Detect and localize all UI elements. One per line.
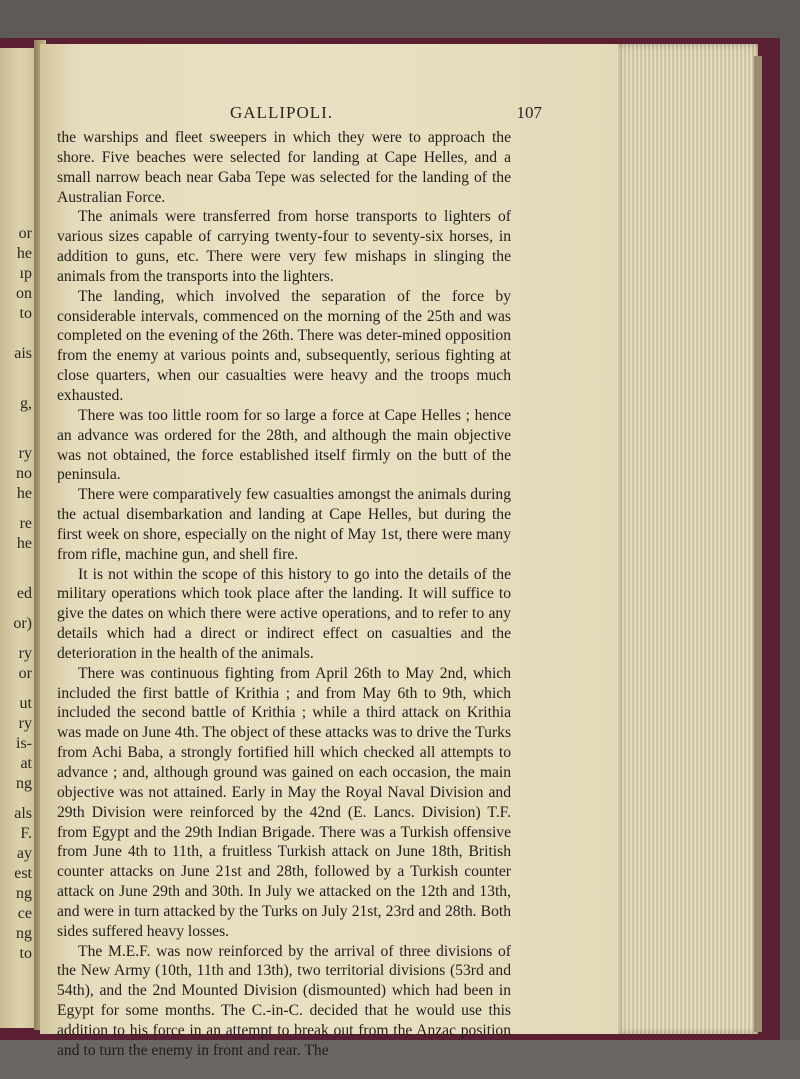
body-text bbox=[57, 128, 511, 1061]
facing-page-edge bbox=[0, 48, 34, 1028]
facing-page-fragment: ce bbox=[17, 905, 32, 922]
facing-page-fragment: ay bbox=[16, 845, 32, 862]
facing-page-fragment: ry bbox=[18, 645, 32, 662]
facing-page-fragment: or bbox=[18, 665, 32, 682]
facing-page-fragment: is- bbox=[16, 735, 32, 752]
running-header bbox=[90, 103, 542, 125]
facing-page-fragment: g, bbox=[20, 395, 32, 412]
paragraph: the warships and fleet sweepers in which they were to approach the shore. Five beaches were selected for landing at Cape Helles, and a small narrow beach near Gaba Tepe was selected for the landing of the Australian Force. bbox=[57, 129, 511, 206]
facing-page-fragment: ry bbox=[18, 715, 32, 732]
facing-page-fragment: he bbox=[16, 485, 32, 502]
facing-page-fragment: ng bbox=[16, 775, 32, 792]
facing-page-fragment: re bbox=[19, 515, 32, 532]
facing-page-fragment: at bbox=[20, 755, 32, 772]
facing-page-fragment: ng bbox=[16, 925, 32, 942]
facing-page-fragment: ry bbox=[18, 445, 32, 462]
paragraph: The animals were transferred from horse transports to lighters of various sizes capable of carrying twenty-four to seventy-six horses, in addition to guns, etc. There were very few mishaps in slinging the animals from the transports into the lighters. bbox=[57, 208, 511, 285]
paragraph: There was too little room for so large a force at Cape Helles ; hence an advance was ordered for the 28th, and although the main objective was not obtained, the force established itself firmly on the butt of the peninsula. bbox=[57, 406, 511, 484]
facing-page-fragment: ut bbox=[19, 695, 32, 712]
facing-page-fragment: ais bbox=[14, 345, 32, 362]
facing-page-fragment: ed bbox=[16, 585, 32, 602]
facing-page-fragment: est bbox=[14, 865, 32, 882]
facing-page-fragment: ng bbox=[16, 885, 32, 902]
paragraph: There was continuous fighting from April 26th to May 2nd, which included the first battle of Krithia ; and from May 6th to 9th, which included the second battle of Krithia ; while a third attack on Krithia was made on June 4th. The object of these attacks was to drive the Turks from Achi Baba, a strongly fortified hill which checked all attempts to advance ; and, although ground was gained on each occasion, the main objective was not attained. Early in May the Royal Naval Division and 29th Division were reinforced by the 42nd (E. Lancs. Division) T.F. from Egypt and the 29th Indian Brigade. There was a Turkish offensive from June 4th to 11th, a fruitless Turkish attack on June 18th, British counter attacks on June 21st and 28th, followed by a Turkish counter attack on June 29th and 30th. In July we attacked on the 12th and 13th, and were in turn attacked by the Turks on July 21st, 23rd and 28th. Both sides suffered heavy losses. bbox=[57, 664, 512, 940]
running-title: GALLIPOLI. bbox=[230, 103, 334, 122]
facing-page-fragment: on bbox=[16, 285, 32, 302]
page-number: 107 bbox=[516, 103, 542, 122]
facing-page-fragment: to bbox=[19, 945, 32, 962]
facing-page-fragment: or bbox=[18, 225, 32, 242]
page-edges bbox=[618, 44, 758, 1034]
facing-page-fragment: ıp bbox=[19, 265, 32, 282]
cover-edge bbox=[754, 56, 762, 1032]
facing-page-fragment: he bbox=[16, 245, 32, 262]
paragraph: The M.E.F. was now reinforced by the arrival of three divisions of the New Army (10th, 11th and 13th), two territorial divisions (53rd and 54th), and the 2nd Mounted Division (dismounted) which had been in Egypt for some months. The C.-in-C. decided that he would use this addition to his force in an attempt to break out from the Anzac position and to turn the enemy in front and rear. The bbox=[57, 942, 511, 1059]
paragraph: There were comparatively few casualties amongst the animals during the actual disembarkation and landing at Cape Helles, but during the first week on shore, especially on the night of May 1st, there were many from rifle, machine gun, and shell fire. bbox=[57, 486, 511, 563]
paragraph: It is not within the scope of this history to go into the details of the military operations which took place after the landing. It will suffice to give the dates on which there were active operations, and to refer to any details which had a direct or indirect effect on casualties and the deterioration in the health of the animals. bbox=[57, 565, 511, 662]
facing-page-fragment: to bbox=[19, 305, 32, 322]
facing-page-fragment: als bbox=[14, 805, 32, 822]
facing-page-fragment: or) bbox=[13, 615, 32, 632]
facing-page-fragment: no bbox=[16, 465, 32, 482]
facing-page-fragment: he bbox=[16, 535, 32, 552]
paragraph: The landing, which involved the separation of the force by considerable intervals, commenced on the morning of the 25th and was completed on the evening of the 26th. There was deter-mined opposition from the enemy at various points and, subsequently, serious fighting at close quarters, when our casualties were heavy and the troops much exhausted. bbox=[57, 287, 511, 404]
facing-page-fragment: F. bbox=[20, 825, 32, 842]
